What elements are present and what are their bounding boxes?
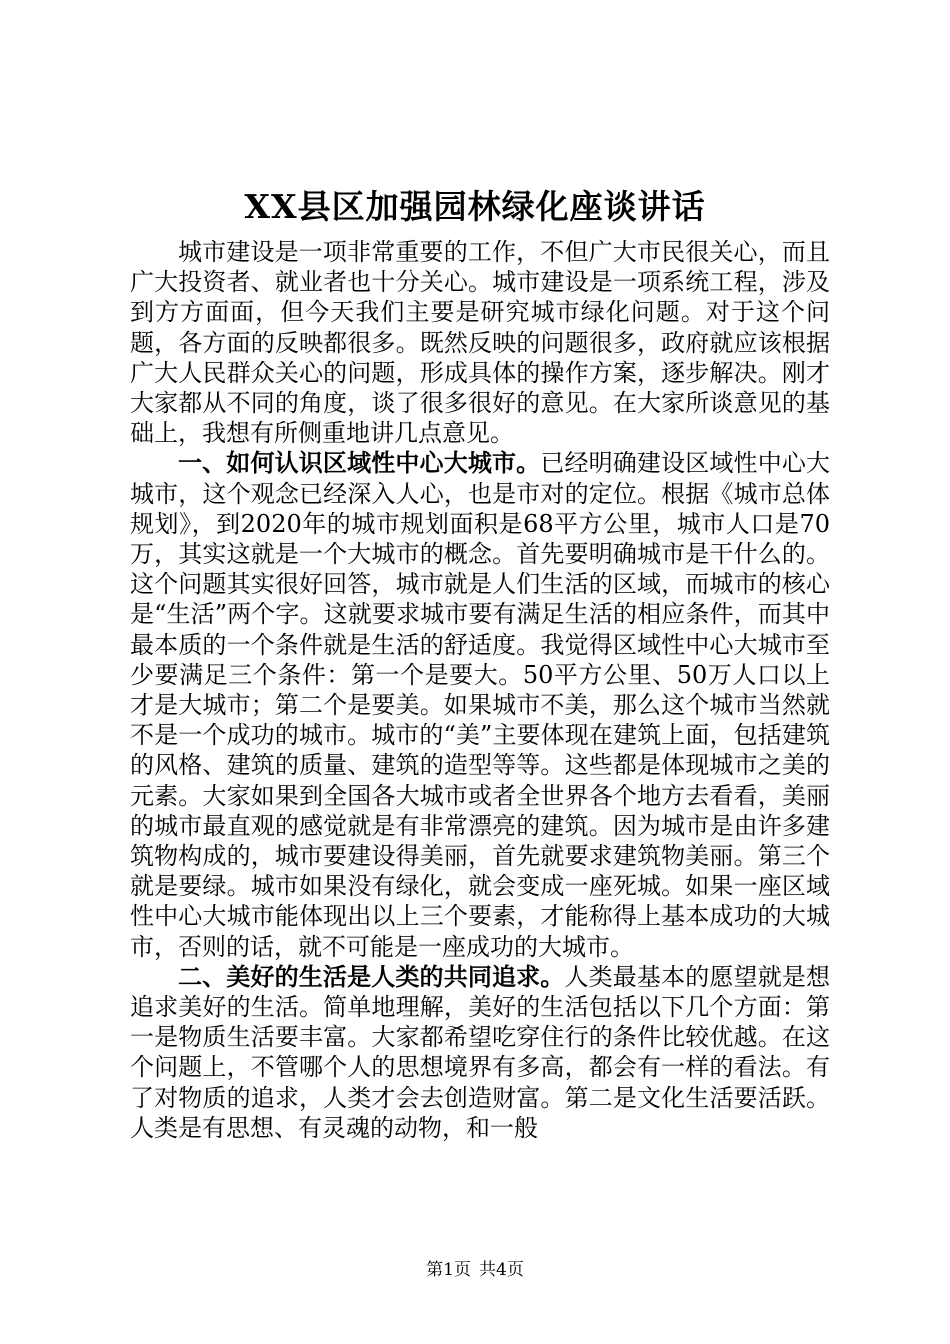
page-footer bbox=[0, 1258, 950, 1282]
paragraph-text: 已经明确建设区域性中心大城市，这个观念已经深入人心，也是市对的定位。根据《城市总体规划》，到2020年的城市规划面积是68平方公里，城市人口是70万，其实这就是一个大城市的概念。首先要明确城市是干什么的。这个问题其实很好回答，城市就是人们生活的区域，而城市的核心是“生活”两个字。这就要求城市要有满足生活的相应条件，而其中最本质的一个条件就是生活的舒适度。我觉得区域性中心大城市至少要满足三个条件：第一个是要大。50平方公里、50万人口以上才是大城市；第二个是要美。如果城市不美，那么这个城市当然就不是一个成功的城市。城市的“美”主要体现在建筑上面，包括建筑的风格、建筑的质量、建筑的造型等等。这些都是体现城市之美的元素。大家如果到全国各大城市或者全世界各个地方去看看，美丽的城市最直观的感觉就是有非常漂亮的建筑。因为城市是由许多建筑物构成的，城市要建设得美丽，首先就要求建筑物美丽。第三个就是要绿。城市如果没有绿化，就会变成一座死城。如果一座区域性中心大城市能体现出以上三个要素，才能称得上基本成功的大城市，否则的话，就不可能是一座成功的大城市。 bbox=[130, 449, 831, 961]
section-heading: 一、如何认识区域性中心大城市。 bbox=[178, 448, 541, 478]
document-title: XX县区加强园林绿化座谈讲话 bbox=[244, 187, 706, 226]
paragraph-text: 人类最基本的愿望就是想追求美好的生活。简单地理解，美好的生活包括以下几个方面：第一是物质生活要丰富。大家都希望吃穿住行的条件比较优越。在这个问题上，不管哪个人的思想境界有多高，都会有一样的看法。有了对物质的追求，人类才会去创造财富。第二是文化生活要活跃。人类是有思想、有灵魂的动物，和一般 bbox=[130, 962, 831, 1142]
paragraph-section-2 bbox=[130, 962, 830, 1143]
paragraph-intro bbox=[130, 237, 830, 448]
page-number: 第1页 bbox=[426, 1260, 471, 1280]
section-heading: 二、美好的生活是人类的共同追求。 bbox=[178, 961, 565, 991]
paragraph-section-1 bbox=[130, 448, 830, 961]
paragraph-text: 城市建设是一项非常重要的工作，不但广大市民很关心，而且广大投资者、就业者也十分关心。城市建设是一项系统工程，涉及到方方面面，但今天我们主要是研究城市绿化问题。对于这个问题，各方面的反映都很多。既然反映的问题很多，政府就应该根据广大人民群众关心的问题，形成具体的操作方案，逐步解决。刚才大家都从不同的角度，谈了很多很好的意见。在大家所谈意见的基础上，我想有所侧重地讲几点意见。 bbox=[130, 238, 830, 448]
document-body bbox=[130, 237, 830, 1143]
page-total: 共4页 bbox=[479, 1260, 524, 1280]
